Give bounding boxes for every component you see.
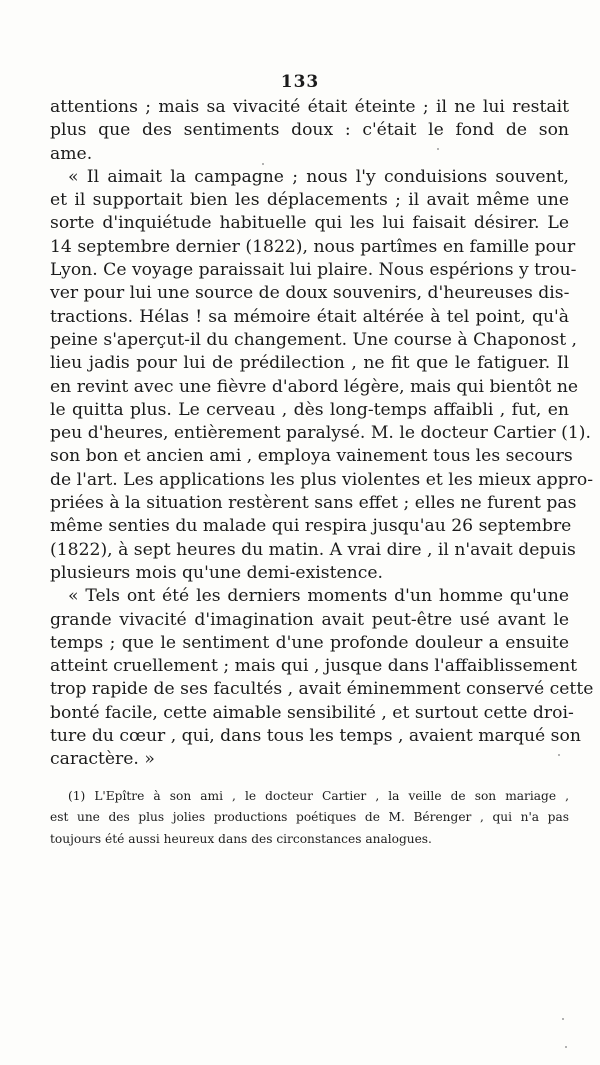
text-line: ame.: [50, 143, 93, 164]
text-line: tractions. Hélas ! sa mémoire était altérée à tel point, qu'à: [50, 306, 569, 327]
text-line: bonté facile, cette aimable sensibilité , et surtout cette droi-: [50, 702, 574, 723]
speck: [562, 1018, 564, 1020]
footnote-line: toujours été aussi heureux dans des circonstances analogues.: [50, 831, 432, 846]
speck: [437, 148, 439, 150]
text-line: même senties du malade qui respira jusqu'au 26 septembre: [50, 516, 572, 537]
text-line: peu d'heures, entièrement paralysé. M. le docteur Cartier (1).: [50, 423, 591, 444]
body-text: [50, 96, 594, 772]
speck: [565, 1046, 567, 1048]
text-line: en revint avec une fièvre d'abord légère, mais qui bientôt ne: [50, 376, 579, 397]
footnote-line: est une des plus jolies productions poétiques de M. Bérenger , qui n'a pas: [50, 810, 569, 825]
text-line: caractère. »: [50, 749, 155, 770]
text-line: temps ; que le sentiment d'une profonde douleur a ensuite: [50, 632, 569, 653]
text-line: (1822), à sept heures du matin. A vrai dire , il n'avait depuis: [50, 539, 576, 560]
text-line: ture du cœur , qui, dans tous les temps , avaient marqué son: [50, 726, 581, 747]
text-line: le quitta plus. Le cerveau , dès long-temps affaibli , fut, en: [50, 399, 569, 420]
text-line: lieu jadis pour lui de prédilection , ne fit que le fatiguer. Il: [50, 353, 569, 374]
text-line: Lyon. Ce voyage paraissait lui plaire. Nous espérions y trou-: [50, 260, 577, 281]
text-line: priées à la situation restèrent sans effet ; elles ne furent pas: [50, 493, 577, 514]
page-number: 133: [280, 72, 320, 92]
footnote: [50, 786, 569, 850]
speck: [558, 754, 560, 756]
text-line: peine s'aperçut-il du changement. Une course à Chaponost ,: [50, 329, 578, 350]
text-line: ver pour lui une source de doux souvenirs, d'heureuses dis-: [50, 283, 570, 304]
text-line: attentions ; mais sa vivacité était éteinte ; il ne lui restait: [50, 97, 569, 117]
text-line: « Tels ont été les derniers moments d'un homme qu'une: [68, 586, 569, 607]
text-line: son bon et ancien ami , employa vainement tous les secours: [50, 446, 573, 467]
text-line: trop rapide de ses facultés , avait éminemment conservé cette: [50, 679, 594, 700]
text-line: « Il aimait la campagne ; nous l'y conduisions souvent,: [68, 166, 569, 187]
text-line: sorte d'inquiétude habituelle qui les lui faisait désirer. Le: [50, 213, 569, 234]
text-line: de l'art. Les applications les plus violentes et les mieux appro-: [50, 469, 594, 490]
text-line: atteint cruellement ; mais qui , jusque dans l'affaiblissement: [50, 656, 578, 677]
text-line: plus que des sentiments doux : c'était le fond de son: [50, 120, 569, 141]
text-line: plusieurs mois qu'une demi-existence.: [50, 562, 383, 583]
text-line: grande vivacité d'imagination avait peut-être usé avant le: [50, 609, 569, 630]
speck: [262, 163, 264, 165]
footnote-line: (1) L'Epître à son ami , le docteur Cartier , la veille de son mariage ,: [68, 789, 569, 803]
text-line: et il supportait bien les déplacements ; il avait même une: [50, 190, 569, 211]
text-line: 14 septembre dernier (1822), nous partîmes en famille pour: [50, 236, 576, 257]
